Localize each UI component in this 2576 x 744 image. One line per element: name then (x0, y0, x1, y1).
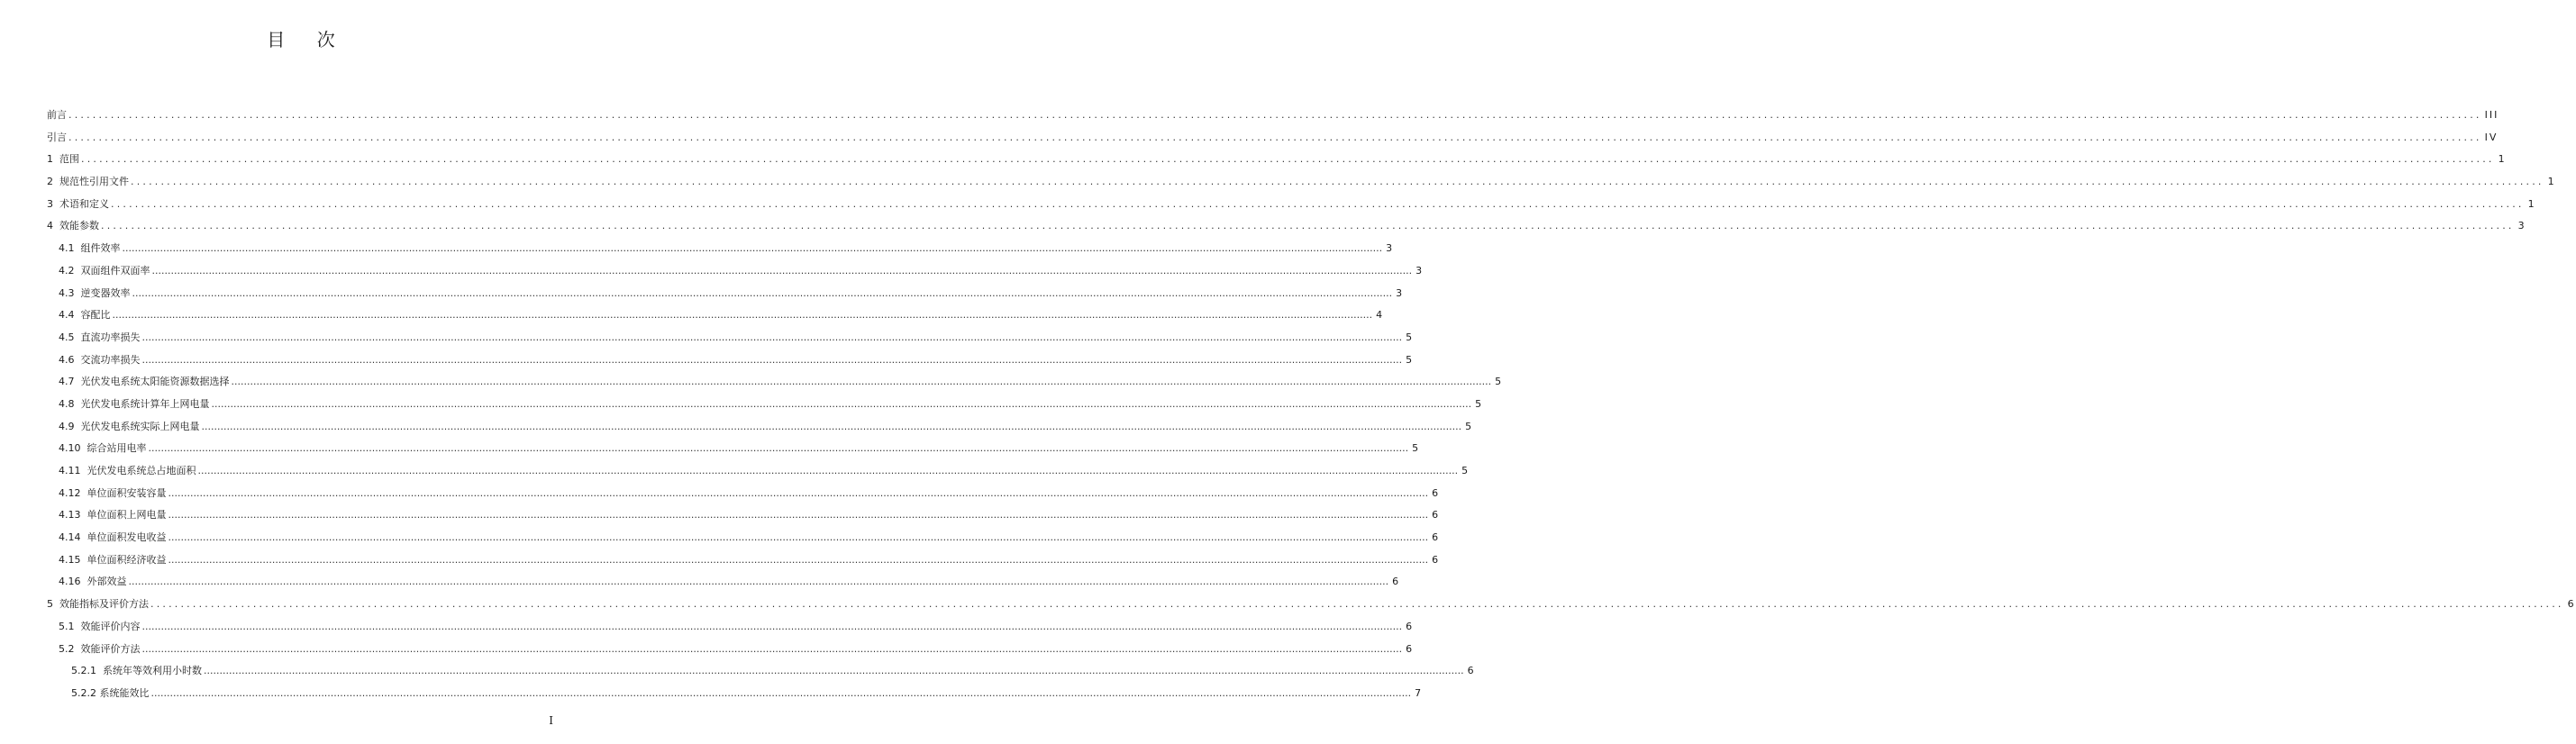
toc-entry-label: 4.14 单位面积发电收益 (59, 531, 167, 544)
toc-entry[interactable] (47, 639, 1415, 661)
toc-entry-label: 4.8 光伏发电系统计算年上网电量 (59, 397, 210, 410)
toc-entry[interactable] (47, 194, 2536, 216)
toc-entry[interactable] (47, 394, 1484, 416)
toc-leader-dots: ................................................................................................................................................................................................................................................................................................................................................................................................................ (151, 264, 1413, 277)
toc-entry-page: 6 (1467, 665, 1476, 677)
toc-entry-page: 5 (1412, 442, 1421, 455)
toc-entry-page: III (2484, 109, 2499, 121)
toc-entry-page: 5 (1495, 376, 1504, 388)
toc-entry-label: 4.4 容配比 (59, 309, 111, 322)
toc-entry[interactable] (47, 416, 1474, 439)
toc-leader-dots: ................................................................................................................................................................................................................................................................................................................................................................................................................ (150, 686, 1412, 699)
toc-entry-page: 6 (1432, 531, 1441, 544)
toc-leader-dots: ................................................................................................................................................................................................................................................................................................................................................................................................................ (231, 376, 1492, 388)
toc-entry-label: 4.12 单位面积安装容量 (59, 486, 167, 499)
toc-leader-dots: ................................................................................................................................................................................................................................................................................................................................................................................................................ (131, 176, 2544, 188)
toc-entry-page: 6 (1432, 553, 1441, 566)
toc-entry-page: IV (2484, 131, 2499, 143)
toc-entry-label: 4.6 交流功率损失 (59, 353, 141, 366)
toc-entry[interactable] (47, 460, 1470, 483)
toc-entry-label: 4.3 逆变器效率 (59, 286, 131, 299)
toc-entry-label: 3 术语和定义 (47, 197, 109, 210)
toc-entry-label: 5.2.2 系统能效比 (71, 686, 150, 699)
toc-entry-page: 1 (2527, 197, 2536, 210)
toc-entry-label: 4.16 外部效益 (59, 576, 127, 588)
toc-entry[interactable] (47, 371, 1504, 394)
toc-leader-dots: ................................................................................................................................................................................................................................................................................................................................................................................................................ (81, 153, 2495, 166)
toc-entry-label: 4.7 光伏发电系统太阳能资源数据选择 (59, 376, 230, 388)
toc-entry-label: 4 效能参数 (47, 220, 99, 232)
toc-entry-page: 5 (1406, 353, 1415, 366)
toc-entry-page: 3 (1415, 264, 1425, 277)
toc-entry[interactable] (47, 571, 1401, 594)
toc-entry-page: 6 (1406, 642, 1415, 655)
toc-entry[interactable] (47, 283, 1405, 305)
toc-entry-page: 6 (1392, 576, 1401, 588)
toc-leader-dots: ................................................................................................................................................................................................................................................................................................................................................................................................................ (168, 486, 1429, 499)
toc-leader-dots: ................................................................................................................................................................................................................................................................................................................................................................................................................ (197, 465, 1459, 476)
toc-leader-dots: ................................................................................................................................................................................................................................................................................................................................................................................................................ (112, 309, 1373, 322)
toc-entry-label: 5.1 效能评价内容 (59, 620, 141, 632)
toc-leader-dots: ................................................................................................................................................................................................................................................................................................................................................................................................................ (111, 197, 2525, 210)
toc-leader-dots: ................................................................................................................................................................................................................................................................................................................................................................................................................ (141, 620, 1403, 632)
toc-entry-label: 5 效能指标及评价方法 (47, 598, 149, 611)
toc-entry-label: 4.5 直流功率损失 (59, 331, 141, 343)
toc-entry-page: 6 (2567, 598, 2576, 611)
toc-entry[interactable] (47, 660, 1476, 683)
toc-entry[interactable] (47, 527, 1441, 549)
toc-entry[interactable] (47, 483, 1441, 505)
toc-leader-dots: ................................................................................................................................................................................................................................................................................................................................................................................................................ (150, 598, 2564, 611)
toc-entry-label: 4.13 单位面积上网电量 (59, 509, 167, 522)
toc-entry[interactable] (47, 327, 1415, 349)
toc-leader-dots: ................................................................................................................................................................................................................................................................................................................................................................................................................ (101, 220, 2515, 232)
toc-entry-page: 6 (1432, 509, 1441, 522)
toc-leader-dots: ................................................................................................................................................................................................................................................................................................................................................................................................................ (68, 109, 2482, 121)
toc-entry[interactable] (47, 238, 1395, 260)
toc-entry[interactable] (47, 549, 1441, 572)
page-title: 目 次 (267, 29, 337, 50)
toc-entry-page: 1 (2498, 153, 2507, 166)
toc-entry-label: 前言 (47, 109, 67, 121)
toc-entry-page: 5 (1475, 397, 1484, 410)
toc-entry-page: 4 (1376, 309, 1385, 322)
toc-leader-dots: ................................................................................................................................................................................................................................................................................................................................................................................................................ (128, 576, 1389, 588)
toc-leader-dots: ................................................................................................................................................................................................................................................................................................................................................................................................................ (141, 331, 1403, 343)
toc-leader-dots: ................................................................................................................................................................................................................................................................................................................................................................................................................ (141, 642, 1403, 655)
toc-entry-label: 2 规范性引用文件 (47, 176, 129, 188)
toc-entry-page: 3 (2517, 220, 2526, 232)
toc-entry-page: 1 (2547, 176, 2556, 188)
toc-entry[interactable] (47, 260, 1425, 283)
toc-entry-page: 3 (1396, 286, 1405, 299)
toc-leader-dots: ................................................................................................................................................................................................................................................................................................................................................................................................................ (148, 442, 1409, 455)
toc-entry[interactable] (47, 683, 1424, 705)
toc-entry[interactable] (47, 349, 1415, 372)
toc-leader-dots: ................................................................................................................................................................................................................................................................................................................................................................................................................ (211, 397, 1472, 410)
toc-entry[interactable] (47, 504, 1441, 527)
footer-page-number: I (549, 714, 553, 727)
table-of-contents (47, 104, 2576, 705)
toc-entry-page: 5 (1465, 420, 1474, 432)
toc-entry[interactable] (47, 149, 2507, 171)
toc-entry-label: 1 范围 (47, 153, 79, 166)
toc-leader-dots: ................................................................................................................................................................................................................................................................................................................................................................................................................ (201, 420, 1462, 432)
toc-entry-label: 4.10 综合站用电率 (59, 442, 147, 455)
toc-entry-label: 4.11 光伏发电系统总占地面积 (59, 465, 196, 476)
toc-leader-dots: ................................................................................................................................................................................................................................................................................................................................................................................................................ (68, 131, 2482, 143)
toc-entry-page: 3 (1386, 242, 1395, 255)
toc-entry-label: 引言 (47, 131, 67, 143)
toc-entry[interactable] (47, 171, 2556, 194)
toc-entry-label: 4.15 单位面积经济收益 (59, 553, 167, 566)
toc-leader-dots: ................................................................................................................................................................................................................................................................................................................................................................................................................ (122, 242, 1383, 255)
toc-entry-page: 6 (1406, 620, 1415, 632)
toc-entry-page: 5 (1461, 465, 1470, 476)
toc-leader-dots: ................................................................................................................................................................................................................................................................................................................................................................................................................ (168, 553, 1429, 566)
toc-entry[interactable] (47, 594, 2576, 616)
toc-entry-label: 4.9 光伏发电系统实际上网电量 (59, 420, 200, 432)
toc-leader-dots: ................................................................................................................................................................................................................................................................................................................................................................................................................ (203, 665, 1464, 677)
toc-entry-page: 7 (1415, 686, 1424, 699)
toc-entry-label: 5.2 效能评价方法 (59, 642, 141, 655)
toc-leader-dots: ................................................................................................................................................................................................................................................................................................................................................................................................................ (168, 509, 1429, 522)
toc-leader-dots: ................................................................................................................................................................................................................................................................................................................................................................................................................ (168, 531, 1429, 544)
toc-entry[interactable] (47, 215, 2526, 238)
toc-entry[interactable] (47, 616, 1415, 639)
toc-entry[interactable] (47, 104, 2499, 127)
toc-entry-page: 5 (1406, 331, 1415, 343)
toc-entry[interactable] (47, 127, 2499, 150)
toc-entry[interactable] (47, 304, 1385, 327)
toc-entry-label: 4.2 双面组件双面率 (59, 264, 150, 277)
toc-leader-dots: ................................................................................................................................................................................................................................................................................................................................................................................................................ (141, 353, 1403, 366)
toc-entry[interactable] (47, 438, 1421, 460)
toc-leader-dots: ................................................................................................................................................................................................................................................................................................................................................................................................................ (132, 286, 1393, 299)
toc-entry-page: 6 (1432, 486, 1441, 499)
toc-entry-label: 5.2.1 系统年等效利用小时数 (71, 665, 202, 677)
toc-entry-label: 4.1 组件效率 (59, 242, 121, 255)
